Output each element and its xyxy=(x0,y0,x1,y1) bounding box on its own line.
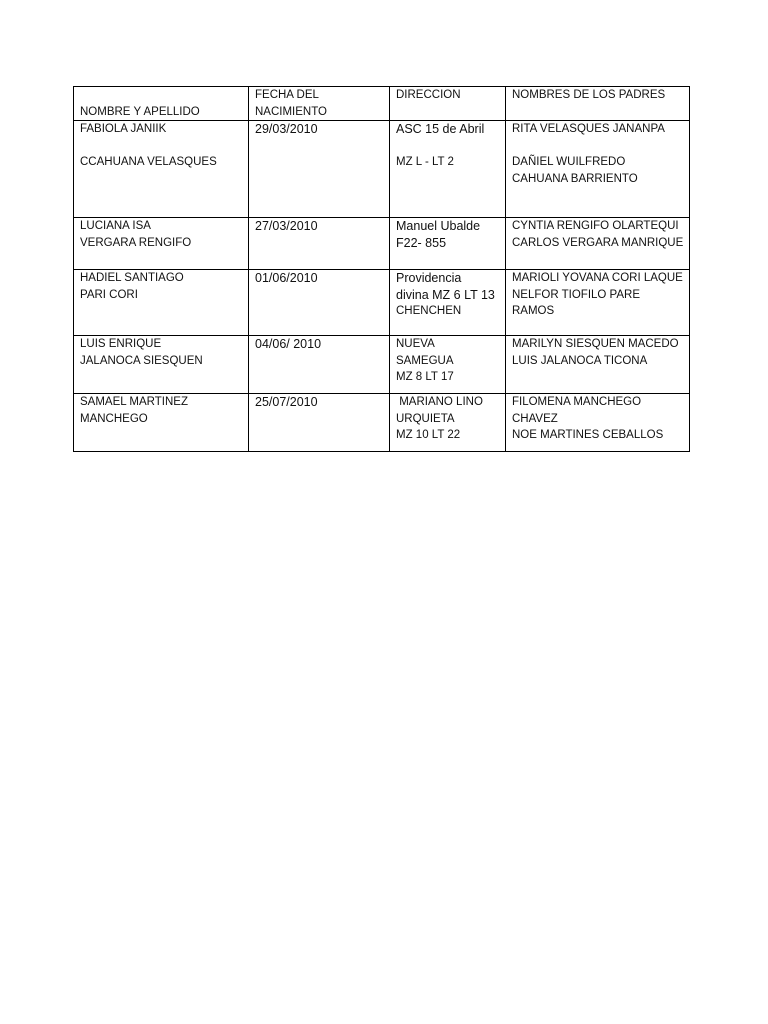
cell-name: HADIEL SANTIAGO PARI CORI xyxy=(74,270,249,336)
cell-birth-date: 27/03/2010 xyxy=(249,218,390,270)
cell-address: NUEVA SAMEGUA MZ 8 LT 17 xyxy=(390,336,506,394)
cell-birth-date: 29/03/2010 xyxy=(249,121,390,218)
cell-address: Manuel Ubalde F22- 855 xyxy=(390,218,506,270)
cell-parents: FILOMENA MANCHEGO CHAVEZ NOE MARTINES CEBALLOS xyxy=(506,394,690,452)
cell-address: Providencia divina MZ 6 LT 13 CHENCHEN xyxy=(390,270,506,336)
header-parents: NOMBRES DE LOS PADRES xyxy=(506,87,690,121)
table-row xyxy=(74,270,690,336)
header-birth-date: FECHA DEL NACIMIENTO xyxy=(249,87,390,121)
cell-address: MARIANO LINO URQUIETA MZ 10 LT 22 xyxy=(390,394,506,452)
cell-parents: CYNTIA RENGIFO OLARTEQUI CARLOS VERGARA MANRIQUE xyxy=(506,218,690,270)
cell-address: ASC 15 de Abril MZ L - LT 2 xyxy=(390,121,506,218)
table-row xyxy=(74,394,690,452)
cell-name: LUIS ENRIQUE JALANOCA SIESQUEN xyxy=(74,336,249,394)
cell-birth-date: 01/06/2010 xyxy=(249,270,390,336)
table-header-row xyxy=(74,87,690,121)
table-row xyxy=(74,121,690,218)
cell-parents: RITA VELASQUES JANANPA DAÑIEL WUILFREDO CAHUANA BARRIENTO xyxy=(506,121,690,218)
cell-parents: MARIOLI YOVANA CORI LAQUE NELFOR TIOFILO PARE RAMOS xyxy=(506,270,690,336)
table-row xyxy=(74,218,690,270)
cell-birth-date: 25/07/2010 xyxy=(249,394,390,452)
cell-birth-date: 04/06/ 2010 xyxy=(249,336,390,394)
cell-parents: MARILYN SIESQUEN MACEDO LUIS JALANOCA TICONA xyxy=(506,336,690,394)
students-table xyxy=(73,86,690,452)
header-name: NOMBRE Y APELLIDO xyxy=(74,87,249,121)
header-address: DIRECCION xyxy=(390,87,506,121)
table-row xyxy=(74,336,690,394)
cell-name: FABIOLA JANIIK CCAHUANA VELASQUES xyxy=(74,121,249,218)
cell-name: SAMAEL MARTINEZ MANCHEGO xyxy=(74,394,249,452)
cell-name: LUCIANA ISA VERGARA RENGIFO xyxy=(74,218,249,270)
